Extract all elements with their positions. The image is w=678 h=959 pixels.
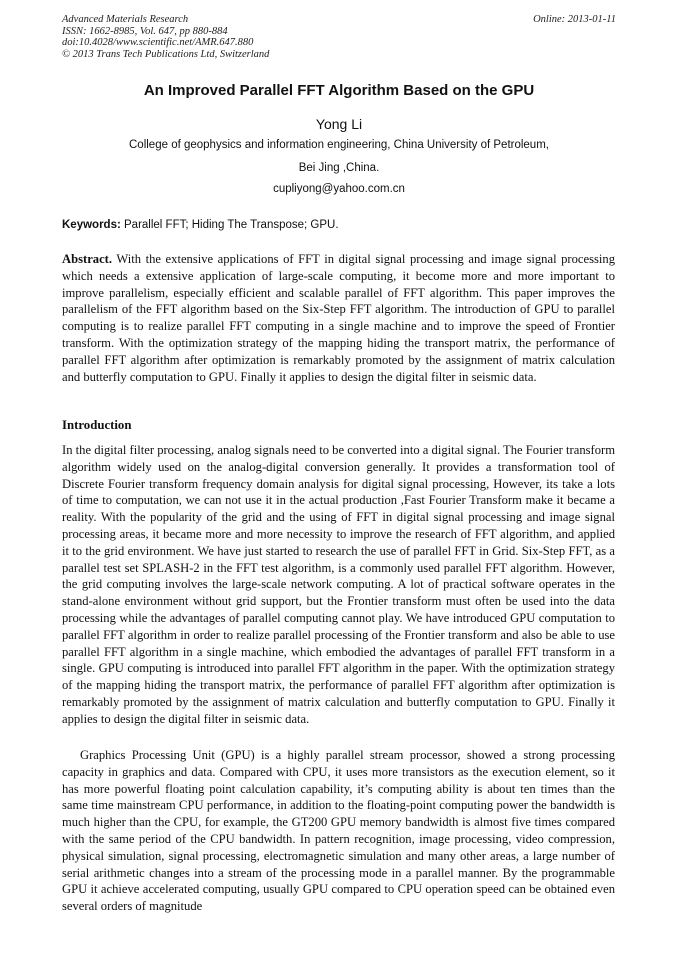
abstract-text: With the extensive applications of FFT in digital signal processing and image signal processing which needs a extensive application of large-scale computing, it become more and more important to improve parallelism, especially efficient and scalable parallel of FFT algorithm. This paper improves the parallelism of the FFT algorithm based on the Six-Step FFT algorithm. The introduction of GPU to parallel computing is to realize parallel FFT computing in a single machine and to improve the speed of Frontier transform. With the optimization strategy of the mapping hiding the transport matrix, the performance of parallel FFT algorithm after optimization is remarkably promoted by the assignment of matrix calculation and butterfly computation to GPU. Finally it applies to design the digital filter in seismic data. [62, 252, 616, 384]
introduction-heading: Introduction [62, 418, 132, 432]
keywords-text: Parallel FFT; Hiding The Transpose; GPU. [124, 219, 339, 231]
online-date: Online: 2013-01-11 [533, 14, 616, 25]
author-name: Yong Li [315, 116, 363, 132]
keywords [62, 219, 339, 231]
paper-title: An Improved Parallel FFT Algorithm Based on the GPU [143, 82, 535, 99]
journal-header [62, 14, 616, 60]
introduction-paragraph-1: In the digital filter processing, analog signals need to be converted into a digital signal. The Fourier transform algorithm widely used on the analog-digital conversion generally. It provides a transformation tool of Discrete Fourier transform frequency domain analysis for digital signal processing, However, its take a lots of time to computation, we can not use it in the actual production ,Fast Fourier Transform make it became a reality. With the popularity of the grid and the using of FFT in digital signal processing and image signal processing areas, it became more and more necessity to improve the research of FFT algorithm, and applied it to the grid environment. We have just started to research the use of parallel FFT in Grid. Six-Step FFT, as a parallel test set SPLASH-2 in the FFT test algorithm, is a commonly used parallel FFT algorithm. However, the grid computing involves the large-scale network computing. A lot of practical software operates in the stand-alone environment without grid support, but the Frontier transform must often be used into the data processing while the advantages of parallel computing cannot play. We have introduced GPU computation to parallel FFT algorithm in order to realize parallel processing of the Frontier transform and also be able to use parallel FFT algorithm in a single machine, which embodied the advantages of parallel FFT transform in a single. GPU computing is introduced into parallel FFT algorithm in the paper. With the optimization strategy of the mapping hiding the transport matrix, the performance of parallel FFT algorithm after optimization is remarkably promoted by the assignment of matrix calculation and butterfly computation to GPU. Finally it applies to design the digital filter in seismic data. [62, 443, 615, 726]
abstract-label: Abstract. [62, 252, 113, 266]
copyright-line: © 2013 Trans Tech Publications Ltd, Switzerland [62, 48, 270, 60]
journal-name: Advanced Materials Research [62, 14, 189, 25]
introduction-paragraph-2: Graphics Processing Unit (GPU) is a highly parallel stream processor, showed a strong processing capacity in graphics and data. Compared with CPU, it uses more transistors as the execution element, so it has more powerful floating point calculation capability, it’s computing ability is about ten times than the same time mainstream CPU performance, in addition to the floating-point computing power the bandwidth is much higher than the CPU, for example, the GT200 GPU memory bandwidth is almost five times compared with the same period of the CPU bandwidth. In pattern recognition, image processing, video compression, physical simulation, signal processing, electromagnetic simulation and many other areas, a large number of serial arithmetic changes into a stream of the processing mode in a parallel manner. By the programmable GPU it achieve accelerated computing, usually GPU compared to CPU operation speed can be obtained even several orders of magnitude [62, 748, 615, 914]
keywords-label: Keywords: [62, 219, 121, 231]
issn-line: ISSN: 1662-8985, Vol. 647, pp 880-884 [62, 25, 228, 37]
abstract [62, 251, 615, 385]
affiliation-line-1: College of geophysics and information engineering, China University of Petroleum, [129, 139, 549, 151]
affiliation-line-2: Bei Jing ,China. [298, 162, 380, 174]
doi-line: doi:10.4028/www.scientific.net/AMR.647.880 [62, 37, 254, 48]
author-email: cupliyong@yahoo.com.cn [273, 183, 405, 195]
